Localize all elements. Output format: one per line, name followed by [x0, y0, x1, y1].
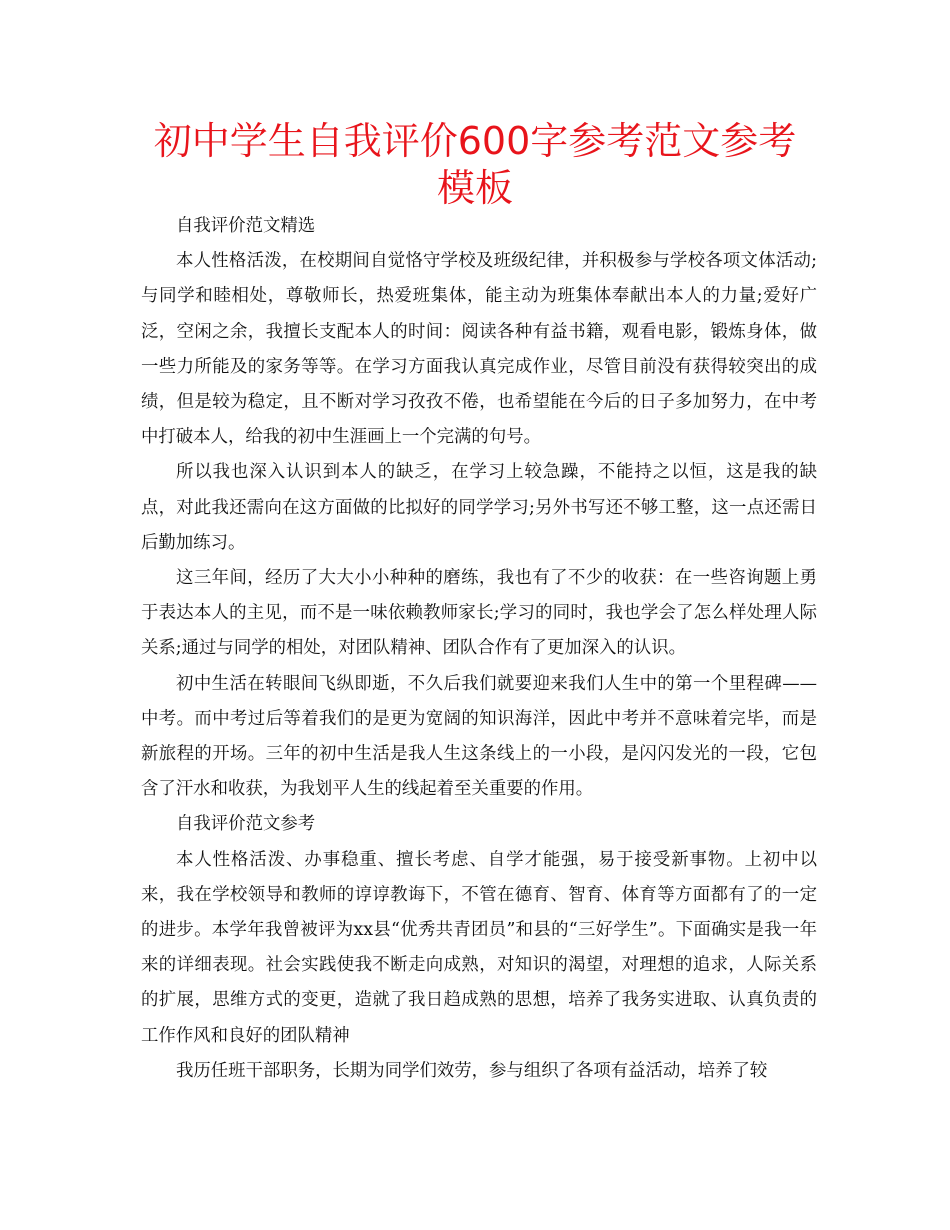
paragraph: 我历任班干部职务，长期为同学们效劳，参与组织了各项有益活动，培养了较 — [176, 1060, 768, 1081]
paragraph: 初中生活在转眼间飞纵即逝，不久后我们就要迎来我们人生中的第一个里程碑——中考。而中考过后等着我们的是更为宽阔的知识海洋，因此中考并不意味着完毕，而是新旅程的开场。三年的初中生活是我人生这条线上的一小段，是闪闪发光的一段，它包含了汗水和收获，为我划平人生的线起着至关重要的作用。 — [141, 673, 817, 800]
document-title: 初中学生自我评价600字参考范文参考模板 — [153, 119, 797, 210]
paragraph: 所以我也深入认识到本人的缺乏，在学习上较急躁，不能持之以恒，这是我的缺点，对此我还需向在这方面做的比拟好的同学学习;另外书写还不够工整，这一点还需日后勤加练习。 — [141, 462, 817, 553]
paragraph: 这三年间，经历了大大小小种种的磨练，我也有了不少的收获：在一些咨询题上勇于表达本人的主见，而不是一味依赖教师家长;学习的同时，我也学会了怎么样处理人际关系;通过与同学的相处，对团队精神、团队合作有了更加深入的认识。 — [141, 568, 817, 659]
section-heading-selected: 自我评价范文精选 — [176, 216, 316, 236]
paragraph: 本人性格活泼，在校期间自觉恪守学校及班级纪律，并积极参与学校各项文体活动;与同学和睦相处，尊敬师长，热爱班集体，能主动为班集体奉献出本人的力量;爱好广泛，空闲之余，我擅长支配本人的时间：阅读各种有益书籍，观看电影，锻炼身体，做一些力所能及的家务等等。在学习方面我认真完成作业，尽管目前没有获得较突出的成绩，但是较为稳定，且不断对学习孜孜不倦，也希望能在今后的日子多加努力，在中考中打破本人，给我的初中生涯画上一个完满的句号。 — [141, 251, 817, 448]
paragraph: 本人性格活泼、办事稳重、擅长考虑、自学才能强，易于接受新事物。上初中以来，我在学校领导和教师的谆谆教诲下，不管在德育、智育、体育等方面都有了的一定的进步。本学年我曾被评为xx县“优秀共青团员”和县的“三好学生”。下面确实是我一年来的详细表现。社会实践使我不断走向成熟，对知识的渴望，对理想的追求，人际关系的扩展，思维方式的变更，造就了我日趋成熟的思想，培养了我务实进取、认真负责的工作作风和良好的团队精神 — [141, 849, 817, 1046]
document-body — [141, 209, 817, 1089]
section-heading-reference: 自我评价范文参考 — [176, 814, 316, 835]
